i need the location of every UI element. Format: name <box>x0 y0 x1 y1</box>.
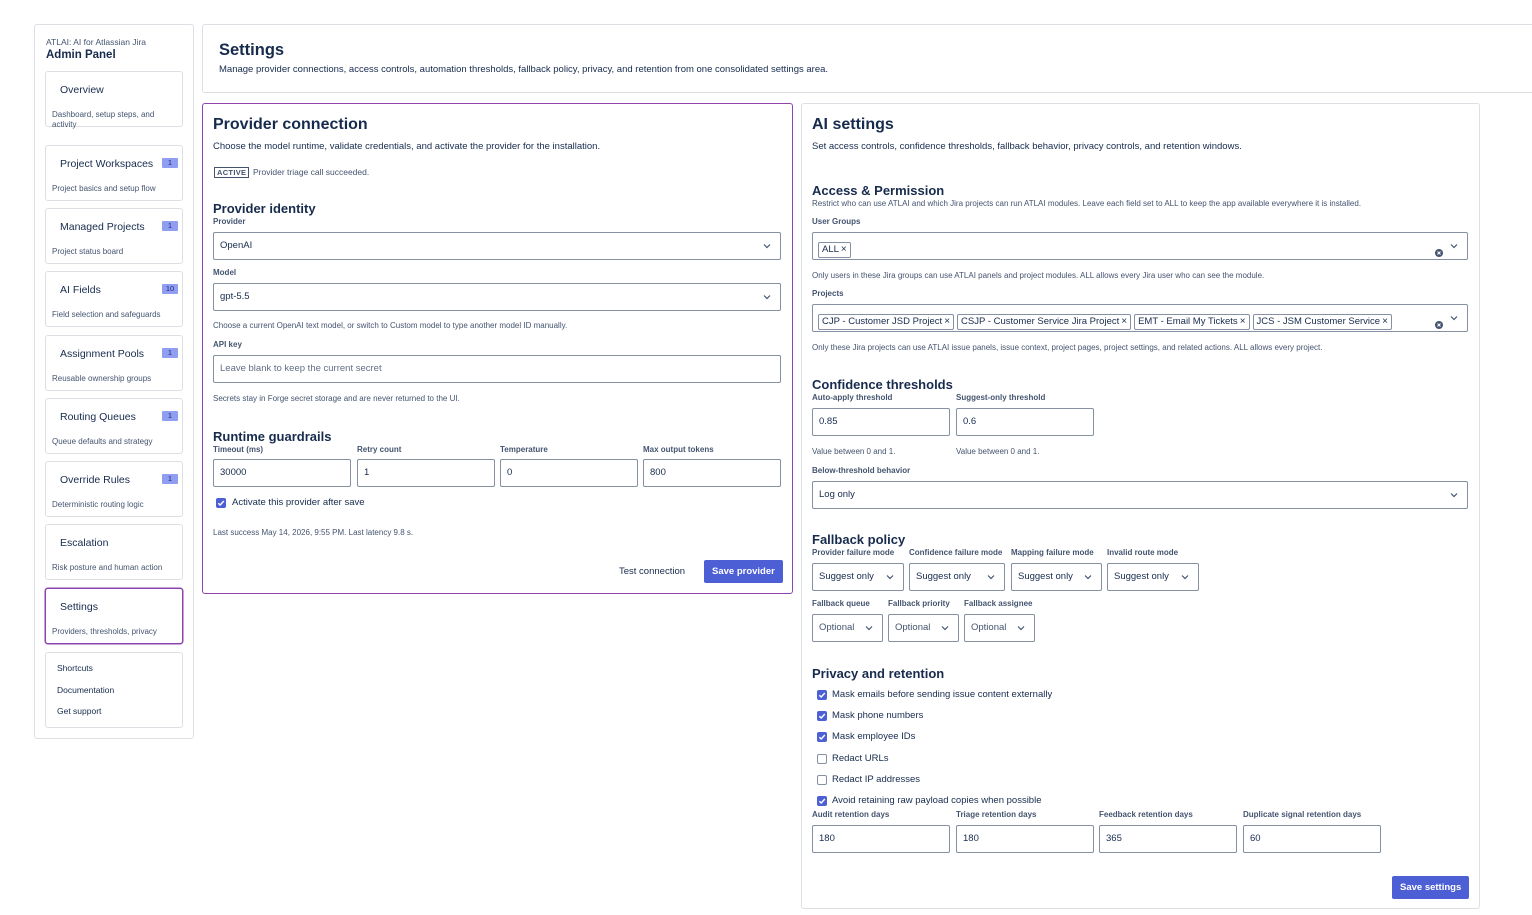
triage-retention-input[interactable] <box>956 825 1094 853</box>
confidence-failure-label: Confidence failure mode <box>909 548 1003 557</box>
temperature-label: Temperature <box>500 445 548 454</box>
chevron-down-icon <box>1449 241 1459 251</box>
checkmark-icon <box>817 796 827 806</box>
feedback-retention-label: Feedback retention days <box>1099 810 1193 819</box>
sidebar <box>34 24 194 739</box>
privacy-option-label: Redact URLs <box>832 753 889 764</box>
remove-tag-icon[interactable]: × <box>840 244 847 256</box>
provider-description: Choose the model runtime, validate credentials, and activate the provider for the installation. <box>213 141 601 152</box>
sidebar-item-sub: Queue defaults and strategy <box>52 437 153 446</box>
remove-tag-icon[interactable]: × <box>944 316 951 328</box>
model-value: gpt-5.5 <box>220 291 250 302</box>
save-settings-button[interactable]: Save settings <box>1392 876 1469 899</box>
clear-icon[interactable] <box>1435 314 1443 322</box>
fallback-queue-label: Fallback queue <box>812 599 870 608</box>
timeout-label: Timeout (ms) <box>213 445 264 454</box>
chevron-down-icon <box>1449 490 1459 500</box>
fallback-priority-select[interactable] <box>888 614 959 642</box>
tag-label: CSJP - Customer Service Jira Project <box>961 316 1120 328</box>
privacy-option-label: Mask employee IDs <box>832 731 916 742</box>
api-key-label: API key <box>213 340 242 349</box>
project-tag[interactable] <box>1134 314 1249 330</box>
tag-label: CJP - Customer JSD Project <box>822 316 943 328</box>
user-groups-select[interactable] <box>812 232 1468 260</box>
sidebar-item-sub: Providers, thresholds, privacy <box>52 627 157 636</box>
feedback-retention-value: 365 <box>1106 833 1122 844</box>
sidebar-item-sub: Project basics and setup flow <box>52 184 156 193</box>
access-permission-description: Restrict who can use ATLAI and which Jira projects can run ATLAI modules. Leave each field set to ALL to keep the app available everywhere it is installed. <box>812 199 1362 208</box>
privacy-option-checkbox[interactable] <box>817 796 827 806</box>
sidebar-item-project-workspaces[interactable] <box>45 145 183 201</box>
checkmark-icon <box>817 711 827 721</box>
max-tokens-value: 800 <box>650 467 666 478</box>
ai-settings-description: Set access controls, confidence thresholds, fallback behavior, privacy controls, and retention windows. <box>812 141 1242 152</box>
remove-tag-icon[interactable]: × <box>1382 316 1388 328</box>
chevron-down-icon <box>762 292 772 302</box>
sidebar-item-escalation[interactable] <box>45 524 183 580</box>
feedback-retention-input[interactable] <box>1099 825 1237 853</box>
checkmark-icon <box>817 690 827 700</box>
model-label: Model <box>213 268 237 277</box>
privacy-option-label: Redact IP addresses <box>832 774 921 785</box>
count-badge: 1 <box>162 474 178 484</box>
documentation-link[interactable]: Documentation <box>57 685 115 695</box>
ai-settings-title: AI settings <box>812 116 894 133</box>
chevron-down-icon <box>940 623 950 633</box>
auto-apply-input[interactable] <box>812 408 950 436</box>
sidebar-item-label: Project Workspaces <box>60 158 154 170</box>
suggest-only-label: Suggest-only threshold <box>956 393 1046 402</box>
invalid-route-select[interactable] <box>1107 563 1199 591</box>
sidebar-item-sub: Deterministic routing logic <box>52 500 144 509</box>
status-text: Provider triage call succeeded. <box>253 167 370 177</box>
model-hint: Choose a current OpenAI text model, or switch to Custom model to type another model ID manually. <box>213 321 568 330</box>
sidebar-item-sub: Risk posture and human action <box>52 563 163 572</box>
activate-provider-checkbox[interactable] <box>216 498 226 508</box>
fallback-queue-value: Optional <box>819 622 855 633</box>
fallback-queue-select[interactable] <box>812 614 883 642</box>
auto-apply-value: 0.85 <box>819 416 838 427</box>
page-description: Manage provider connections, access controls, automation thresholds, fallback policy, privacy, and retention from one consolidated settings area. <box>219 64 829 75</box>
page-header <box>202 24 1532 93</box>
project-tag[interactable] <box>818 314 954 330</box>
api-key-placeholder: Leave blank to keep the current secret <box>220 363 382 374</box>
below-threshold-label: Below-threshold behavior <box>812 466 911 475</box>
project-tag[interactable] <box>957 314 1131 330</box>
api-key-input[interactable] <box>213 355 781 383</box>
sidebar-item-sub: Dashboard, setup steps, and activity <box>52 110 155 129</box>
privacy-retention-title: Privacy and retention <box>812 666 945 681</box>
count-badge: 10 <box>162 284 178 294</box>
confidence-failure-select[interactable] <box>909 563 1005 591</box>
suggest-only-hint: Value between 0 and 1. <box>956 447 1040 456</box>
clear-icon[interactable] <box>1435 242 1443 250</box>
tag-label: EMT - Email My Tickets <box>1138 316 1238 328</box>
privacy-option-checkbox[interactable] <box>817 775 827 785</box>
sidebar-title: Admin Panel <box>46 49 116 61</box>
provider-title: Provider connection <box>213 116 368 133</box>
sidebar-item-sub: Field selection and safeguards <box>52 310 161 319</box>
chevron-down-icon <box>986 572 996 582</box>
chevron-down-icon <box>885 572 895 582</box>
confidence-thresholds-title: Confidence thresholds <box>812 377 953 392</box>
provider-label: Provider <box>213 217 246 226</box>
sidebar-item-routing-queues[interactable] <box>45 398 183 454</box>
projects-label: Projects <box>812 289 844 298</box>
chevron-down-icon <box>1083 572 1093 582</box>
privacy-option-label: Avoid retaining raw payload copies when possible <box>832 795 1042 806</box>
projects-hint: Only these Jira projects can use ATLAI issue panels, issue context, project pages, project settings, and related actions. ALL allows every project. <box>812 343 1323 352</box>
chevron-down-icon <box>762 241 772 251</box>
sidebar-item-label: Override Rules <box>60 474 131 486</box>
sidebar-item-label: Escalation <box>60 537 109 549</box>
user-group-tag[interactable] <box>818 242 851 258</box>
projects-select[interactable] <box>812 304 1468 332</box>
fallback-assignee-value: Optional <box>971 622 1007 633</box>
sidebar-item-label: Assignment Pools <box>60 348 145 360</box>
remove-tag-icon[interactable]: × <box>1239 316 1246 328</box>
privacy-option-checkbox[interactable] <box>817 711 827 721</box>
last-success-text: Last success May 14, 2026, 9:55 PM. Last latency 9.8 s. <box>213 528 414 537</box>
sidebar-item-label: AI Fields <box>60 284 101 296</box>
sidebar-item-ai-fields[interactable] <box>45 271 183 327</box>
sidebar-item-settings[interactable] <box>45 588 183 644</box>
retry-input[interactable] <box>357 459 495 487</box>
activate-provider-label: Activate this provider after save <box>232 497 365 508</box>
tag-label: JCS - JSM Customer Service <box>1256 316 1381 328</box>
checkmark-icon <box>817 732 827 742</box>
privacy-option-label: Mask emails before sending issue content externally <box>832 689 1053 700</box>
mapping-failure-select[interactable] <box>1011 563 1102 591</box>
provider-select[interactable] <box>213 232 781 260</box>
sidebar-item-label: Routing Queues <box>60 411 136 423</box>
count-badge: 1 <box>162 158 178 168</box>
sidebar-item-label: Settings <box>60 601 98 613</box>
remove-tag-icon[interactable]: × <box>1121 316 1128 328</box>
tag-label: ALL <box>822 244 839 256</box>
chevron-down-icon <box>1180 572 1190 582</box>
privacy-option-checkbox[interactable] <box>817 732 827 742</box>
checkmark-icon <box>216 498 226 508</box>
duplicate-retention-label: Duplicate signal retention days <box>1243 810 1362 819</box>
fallback-priority-label: Fallback priority <box>888 599 950 608</box>
page-title: Settings <box>219 41 285 59</box>
provider-failure-select[interactable] <box>812 563 904 591</box>
api-key-hint: Secrets stay in Forge secret storage and are never returned to the UI. <box>213 394 460 403</box>
privacy-option-label: Mask phone numbers <box>832 710 924 721</box>
temperature-input[interactable] <box>500 459 638 487</box>
triage-retention-label: Triage retention days <box>956 810 1037 819</box>
auto-apply-label: Auto-apply threshold <box>812 393 893 402</box>
count-badge: 1 <box>162 221 178 231</box>
audit-retention-value: 180 <box>819 833 835 844</box>
sidebar-item-assignment-pools[interactable] <box>45 335 183 391</box>
sidebar-item-label: Overview <box>60 84 104 96</box>
access-permission-title: Access & Permission <box>812 183 945 198</box>
invalid-route-value: Suggest only <box>1114 571 1169 582</box>
support-links <box>45 652 183 728</box>
fallback-policy-title: Fallback policy <box>812 532 906 547</box>
retry-value: 1 <box>364 467 370 478</box>
audit-retention-input[interactable] <box>812 825 950 853</box>
count-badge: 1 <box>162 348 178 358</box>
fallback-assignee-select[interactable] <box>964 614 1035 642</box>
retry-label: Retry count <box>357 445 402 454</box>
chevron-down-icon <box>864 623 874 633</box>
suggest-only-input[interactable] <box>956 408 1094 436</box>
fallback-priority-value: Optional <box>895 622 931 633</box>
max-tokens-input[interactable] <box>643 459 781 487</box>
sidebar-item-override-rules[interactable] <box>45 461 183 517</box>
get-support-link[interactable]: Get support <box>57 706 102 716</box>
audit-retention-label: Audit retention days <box>812 810 890 819</box>
provider-connection-panel <box>202 103 793 594</box>
triage-retention-value: 180 <box>963 833 979 844</box>
app-name: ATLAI: AI for Atlassian Jira <box>46 37 146 47</box>
timeout-input[interactable] <box>213 459 351 487</box>
mapping-failure-label: Mapping failure mode <box>1011 548 1094 557</box>
fallback-assignee-label: Fallback assignee <box>964 599 1033 608</box>
provider-identity-title: Provider identity <box>213 201 316 216</box>
count-badge: 1 <box>162 411 178 421</box>
shortcuts-link[interactable]: Shortcuts <box>57 663 93 673</box>
save-provider-button[interactable]: Save provider <box>704 560 783 583</box>
suggest-only-value: 0.6 <box>963 416 977 427</box>
user-groups-hint: Only users in these Jira groups can use ATLAI panels and project modules. ALL allows every Jira user who can see the module. <box>812 271 1265 280</box>
sidebar-item-managed-projects[interactable] <box>45 208 183 264</box>
mapping-failure-value: Suggest only <box>1018 571 1073 582</box>
sidebar-item-label: Managed Projects <box>60 221 145 233</box>
timeout-value: 30000 <box>220 467 247 478</box>
privacy-option-checkbox[interactable] <box>817 690 827 700</box>
sidebar-item-sub: Reusable ownership groups <box>52 374 152 383</box>
model-select[interactable] <box>213 283 781 311</box>
ai-settings-panel <box>801 103 1480 909</box>
duplicate-retention-value: 60 <box>1250 833 1261 844</box>
max-tokens-label: Max output tokens <box>643 445 714 454</box>
user-groups-label: User Groups <box>812 217 861 226</box>
below-threshold-value: Log only <box>819 489 855 500</box>
status-badge: ACTIVE <box>214 167 249 178</box>
chevron-down-icon <box>1449 313 1459 323</box>
sidebar-item-sub: Project status board <box>52 247 124 256</box>
below-threshold-select[interactable] <box>812 481 1468 509</box>
provider-value: OpenAI <box>220 240 253 251</box>
auto-apply-hint: Value between 0 and 1. <box>812 447 896 456</box>
test-connection-button[interactable]: Test connection <box>619 566 686 577</box>
project-tag[interactable] <box>1253 314 1392 330</box>
duplicate-retention-input[interactable] <box>1243 825 1381 853</box>
invalid-route-label: Invalid route mode <box>1107 548 1179 557</box>
runtime-guardrails-title: Runtime guardrails <box>213 429 332 444</box>
provider-failure-label: Provider failure mode <box>812 548 895 557</box>
sidebar-item-overview[interactable] <box>45 71 183 127</box>
chevron-down-icon <box>1016 623 1026 633</box>
provider-failure-value: Suggest only <box>819 571 874 582</box>
temperature-value: 0 <box>507 467 513 478</box>
privacy-option-checkbox[interactable] <box>817 754 827 764</box>
confidence-failure-value: Suggest only <box>916 571 971 582</box>
